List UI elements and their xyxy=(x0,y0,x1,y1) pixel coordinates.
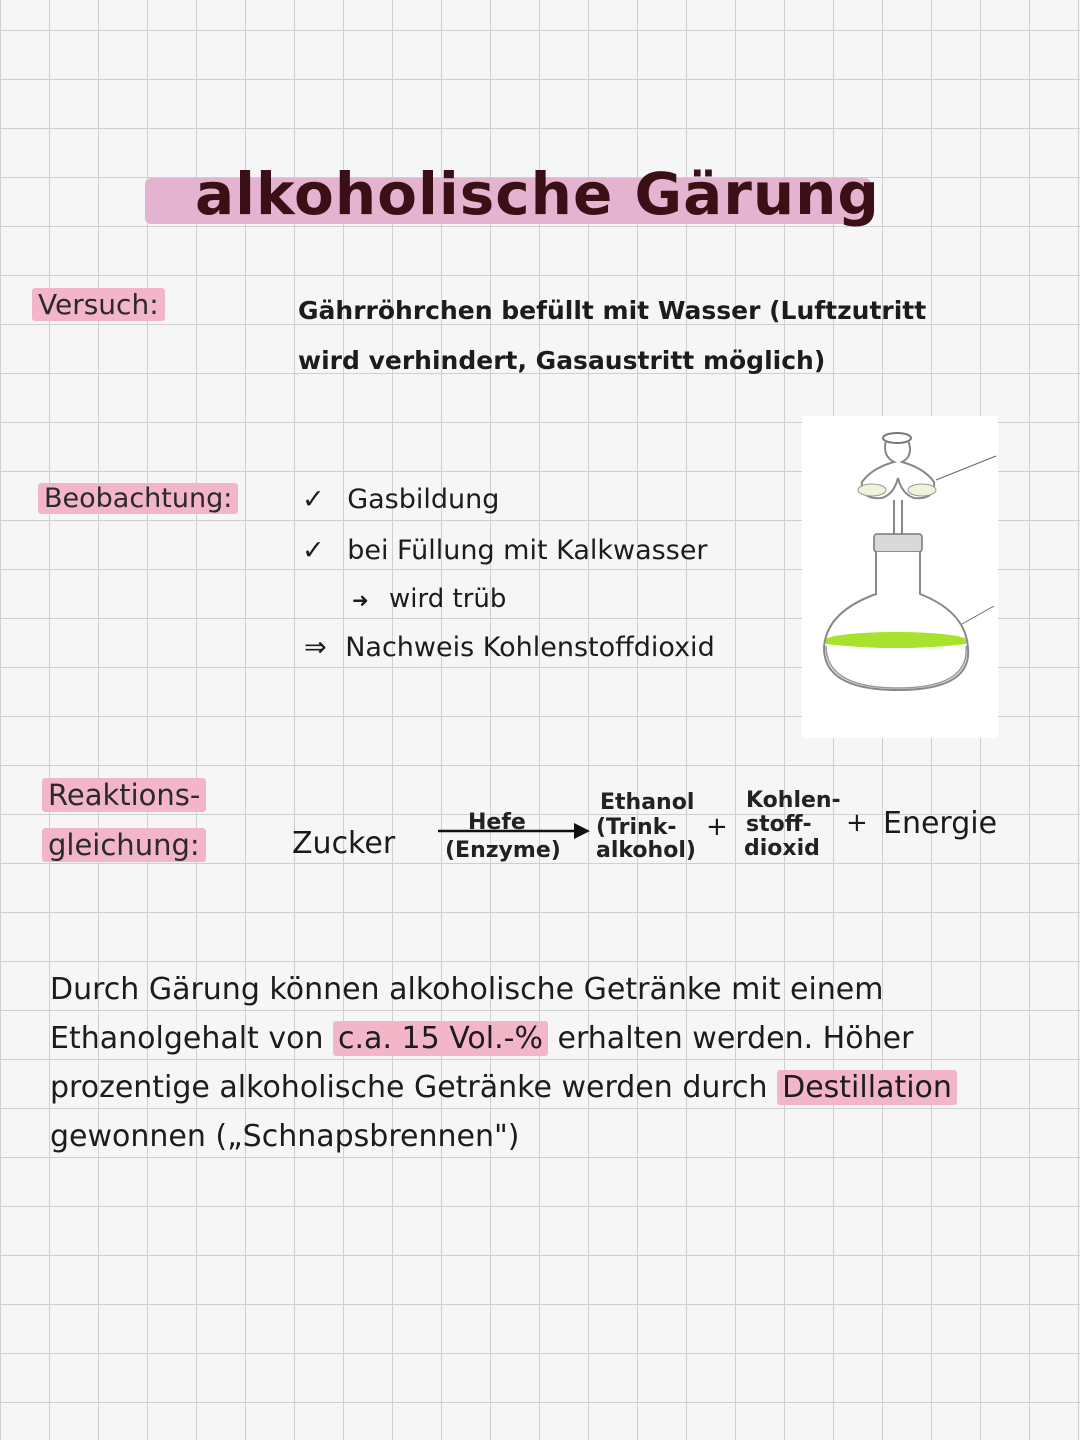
versuch-section xyxy=(32,288,165,321)
observation-text-2: bei Füllung mit Kalkwasser xyxy=(347,535,708,566)
summary-paragraph xyxy=(50,965,1025,1161)
observation-text-1: Gasbildung xyxy=(347,484,500,515)
product-2-top: Kohlen- xyxy=(746,788,841,813)
reactant: Zucker xyxy=(292,826,396,861)
beobachtung-section xyxy=(38,483,238,514)
observation-item-1 xyxy=(302,484,499,515)
check-icon: ✓ xyxy=(302,535,325,566)
ethanol-content-highlight: c.a. 15 Vol.-% xyxy=(333,1021,548,1056)
product-3: Energie xyxy=(883,806,998,841)
plus-sign-2: + xyxy=(846,808,868,838)
paragraph-line-1: Durch Gärung können alkoholische Getränke mit einem xyxy=(50,972,884,1007)
product-1-bot: alkohol) xyxy=(596,838,696,863)
observation-subtext: wird trüb xyxy=(389,584,507,614)
paragraph-line-3: prozentige alkoholische Getränke werden durch Destillation xyxy=(50,1063,1025,1112)
observation-item-2 xyxy=(302,535,708,566)
reaktion-label-line-1: Reaktions- xyxy=(42,778,206,812)
paragraph-line-4: gewonnen („Schnapsbrennen") xyxy=(50,1119,520,1154)
implies-icon: ⇒ xyxy=(304,632,327,663)
reaktion-label-line-2: gleichung: xyxy=(42,828,206,862)
observation-conclusion xyxy=(304,632,715,663)
beobachtung-label: Beobachtung: xyxy=(38,483,238,514)
paragraph-line-2: Ethanolgehalt von c.a. 15 Vol.-% erhalten werden. Höher xyxy=(50,1021,914,1056)
arrow-right-icon: ➜ xyxy=(352,588,369,612)
flask-illustration xyxy=(802,416,998,738)
product-2-bot: dioxid xyxy=(744,836,820,861)
catalyst-bottom: (Enzyme) xyxy=(445,838,561,863)
product-1-top: Ethanol xyxy=(600,790,695,815)
catalyst-top: Hefe xyxy=(468,810,526,835)
product-1-mid: (Trink- xyxy=(596,815,677,840)
observation-subitem xyxy=(352,584,506,614)
plus-sign-1: + xyxy=(706,812,728,842)
versuch-line-1: Gährröhrchen befüllt mit Wasser (Luftzutritt xyxy=(298,296,927,325)
conclusion-text: Nachweis Kohlenstoffdioxid xyxy=(345,632,715,663)
flask-icon xyxy=(802,416,998,738)
destillation-highlight: Destillation xyxy=(777,1070,957,1105)
product-2-mid: stoff- xyxy=(746,812,812,837)
check-icon: ✓ xyxy=(302,484,325,515)
versuch-label: Versuch: xyxy=(32,288,165,321)
page-title: alkoholische Gärung xyxy=(195,160,880,228)
versuch-line-2: wird verhindert, Gasaustritt möglich) xyxy=(298,346,826,375)
